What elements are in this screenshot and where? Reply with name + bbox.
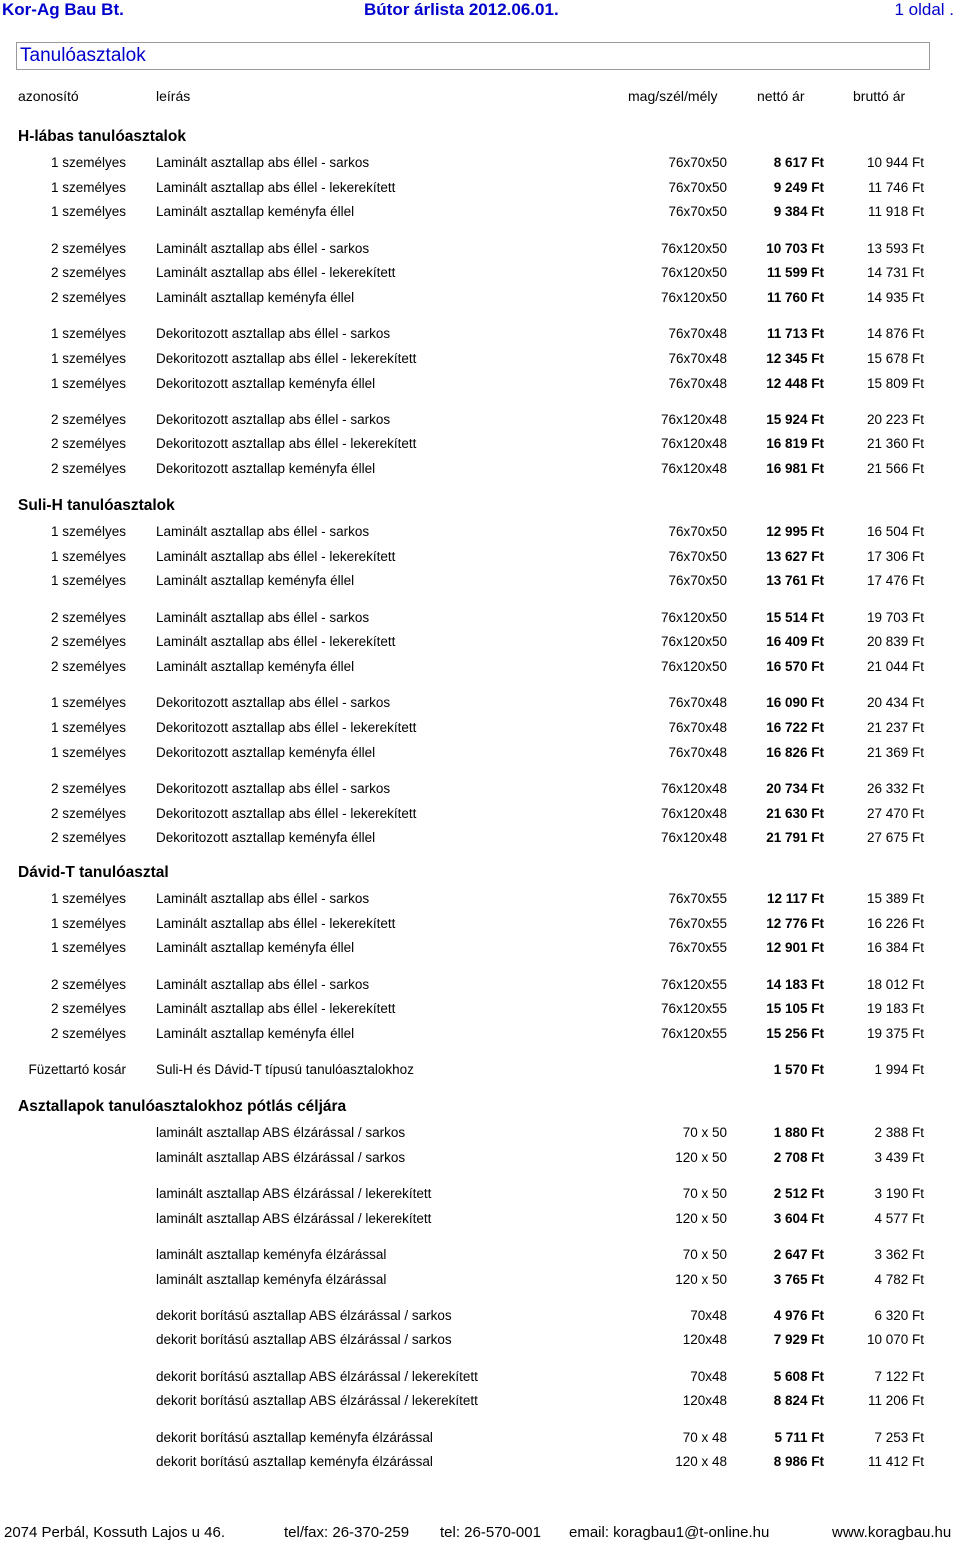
row-id: 1 személyes (50, 351, 126, 366)
row-gross-price: 3 439 Ft (874, 1150, 924, 1165)
row-id: 1 személyes (50, 155, 126, 170)
row-gross-price: 14 731 Ft (866, 265, 924, 280)
row-id: 1 személyes (50, 524, 126, 539)
row-id: 2 személyes (50, 290, 126, 305)
column-header-net: nettó ár (757, 88, 805, 104)
footer-email[interactable]: email: koragbau1@t-online.hu (569, 1524, 770, 1541)
row-gross-price: 21 566 Ft (866, 461, 924, 476)
row-net-price: 16 819 Ft (766, 436, 824, 451)
table-row (0, 409, 960, 429)
row-gross-price: 7 122 Ft (874, 1369, 924, 1384)
footer-address: 2074 Perbál, Kossuth Lajos u 46. (4, 1524, 225, 1541)
row-id: 2 személyes (50, 265, 126, 280)
row-net-price: 15 514 Ft (766, 610, 824, 625)
table-row (0, 1147, 960, 1167)
row-gross-price: 14 876 Ft (866, 326, 924, 341)
row-id: 2 személyes (50, 1026, 126, 1041)
row-description: Dekoritozott asztallap keményfa éllel (156, 461, 376, 476)
table-row (0, 888, 960, 908)
row-dimensions: 70 x 50 (682, 1186, 727, 1201)
row-gross-price: 19 703 Ft (866, 610, 924, 625)
table-row (0, 521, 960, 541)
row-net-price: 16 826 Ft (766, 745, 824, 760)
row-description: laminált asztallap ABS élzárással / lekerekített (156, 1186, 432, 1201)
row-gross-price: 2 388 Ft (874, 1125, 924, 1140)
row-description: Laminált asztallap keményfa éllel (156, 659, 355, 674)
category-title: Tanulóasztalok (20, 45, 146, 66)
row-net-price: 7 929 Ft (773, 1332, 824, 1347)
row-dimensions: 76x120x48 (660, 436, 727, 451)
table-row (0, 373, 960, 393)
table-row (0, 1329, 960, 1349)
row-net-price: 15 256 Ft (766, 1026, 824, 1041)
row-net-price: 2 647 Ft (773, 1247, 824, 1262)
row-id: Füzettartó kosár (28, 1062, 126, 1077)
footer-telfax: tel/fax: 26-370-259 (284, 1524, 410, 1541)
row-net-price: 5 711 Ft (774, 1430, 824, 1445)
row-net-price: 15 105 Ft (766, 1001, 824, 1016)
section-heading: Dávid-T tanulóasztal (18, 864, 169, 881)
row-id: 2 személyes (50, 659, 126, 674)
row-net-price: 2 708 Ft (773, 1150, 824, 1165)
row-net-price: 14 183 Ft (766, 977, 824, 992)
column-header-description: leírás (156, 88, 191, 104)
table-row (0, 323, 960, 343)
row-description: Laminált asztallap abs éllel - sarkos (156, 891, 370, 906)
row-gross-price: 11 746 Ft (867, 180, 924, 195)
row-dimensions: 76x120x50 (660, 290, 727, 305)
row-dimensions: 76x120x48 (660, 806, 727, 821)
row-net-price: 16 981 Ft (766, 461, 824, 476)
row-dimensions: 76x70x48 (668, 326, 727, 341)
row-id: 2 személyes (50, 634, 126, 649)
row-id: 2 személyes (50, 830, 126, 845)
row-gross-price: 15 678 Ft (866, 351, 924, 366)
row-description: Dekoritozott asztallap keményfa éllel (156, 376, 376, 391)
row-gross-price: 16 504 Ft (866, 524, 924, 539)
row-dimensions: 76x120x50 (660, 241, 727, 256)
page-number: 1 oldal . (894, 0, 954, 19)
row-id: 1 személyes (50, 891, 126, 906)
pricelist-title: Bútor árlista 2012.06.01. (364, 0, 559, 19)
row-dimensions: 76x70x50 (668, 180, 727, 195)
table-row (0, 1183, 960, 1203)
row-dimensions: 76x120x50 (660, 634, 727, 649)
row-gross-price: 21 237 Ft (866, 720, 924, 735)
row-gross-price: 27 675 Ft (866, 830, 924, 845)
row-gross-price: 3 190 Ft (874, 1186, 924, 1201)
row-net-price: 12 901 Ft (766, 940, 824, 955)
table-row (0, 348, 960, 368)
row-dimensions: 70x48 (690, 1369, 727, 1384)
row-id: 1 személyes (50, 549, 126, 564)
table-row (0, 778, 960, 798)
row-description: Laminált asztallap abs éllel - lekerekített (156, 634, 396, 649)
table-row (0, 974, 960, 994)
row-dimensions: 76x70x50 (668, 155, 727, 170)
table-row (0, 546, 960, 566)
row-description: Laminált asztallap abs éllel - sarkos (156, 524, 370, 539)
row-description: Dekoritozott asztallap abs éllel - sarkos (156, 326, 391, 341)
row-id: 2 személyes (50, 781, 126, 796)
table-row (0, 1305, 960, 1325)
row-net-price: 1 880 Ft (773, 1125, 824, 1140)
row-gross-price: 19 183 Ft (866, 1001, 924, 1016)
row-description: dekorit borítású asztallap ABS élzárással / sarkos (156, 1308, 452, 1323)
row-gross-price: 21 360 Ft (866, 436, 924, 451)
row-dimensions: 76x70x48 (668, 695, 727, 710)
section-heading: Suli-H tanulóasztalok (18, 497, 175, 514)
row-dimensions: 120x48 (682, 1393, 727, 1408)
row-id: 1 személyes (50, 695, 126, 710)
row-dimensions: 76x70x55 (668, 940, 727, 955)
row-gross-price: 7 253 Ft (874, 1430, 924, 1445)
row-net-price: 12 776 Ft (766, 916, 824, 931)
row-dimensions: 76x120x55 (660, 1001, 727, 1016)
table-row (0, 1059, 960, 1079)
row-description: dekorit borítású asztallap keményfa élzárással (156, 1430, 433, 1445)
table-row (0, 937, 960, 957)
row-id: 1 személyes (50, 745, 126, 760)
row-description: Dekoritozott asztallap abs éllel - sarkos (156, 695, 391, 710)
row-id: 2 személyes (50, 241, 126, 256)
table-row (0, 717, 960, 737)
row-description: Laminált asztallap abs éllel - sarkos (156, 977, 370, 992)
footer-tel: tel: 26-570-001 (440, 1524, 541, 1541)
row-id: 1 személyes (50, 720, 126, 735)
row-gross-price: 4 577 Ft (874, 1211, 924, 1226)
table-row (0, 1366, 960, 1386)
row-description: Dekoritozott asztallap abs éllel - lekerekített (156, 806, 417, 821)
row-description: Dekoritozott asztallap abs éllel - lekerekített (156, 720, 417, 735)
company-name: Kor-Ag Bau Bt. (2, 0, 124, 19)
row-net-price: 2 512 Ft (773, 1186, 824, 1201)
row-net-price: 12 117 Ft (766, 891, 824, 906)
row-dimensions: 120x48 (682, 1332, 727, 1347)
table-row (0, 1208, 960, 1228)
row-description: Laminált asztallap abs éllel - lekerekített (156, 1001, 396, 1016)
row-net-price: 9 384 Ft (773, 204, 824, 219)
row-description: dekorit borítású asztallap ABS élzárással / lekerekített (156, 1393, 478, 1408)
row-id: 1 személyes (50, 940, 126, 955)
row-gross-price: 10 944 Ft (866, 155, 924, 170)
row-description: laminált asztallap keményfa élzárással (156, 1247, 387, 1262)
table-row (0, 238, 960, 258)
row-gross-price: 20 223 Ft (866, 412, 924, 427)
row-net-price: 1 570 Ft (773, 1062, 824, 1077)
table-row (0, 287, 960, 307)
row-gross-price: 11 206 Ft (867, 1393, 924, 1408)
row-net-price: 12 995 Ft (766, 524, 824, 539)
row-gross-price: 17 476 Ft (866, 573, 924, 588)
row-description: dekorit borítású asztallap keményfa élzárással (156, 1454, 433, 1469)
row-gross-price: 6 320 Ft (874, 1308, 924, 1323)
row-gross-price: 13 593 Ft (866, 241, 924, 256)
row-dimensions: 120 x 48 (675, 1454, 727, 1469)
row-net-price: 3 765 Ft (773, 1272, 824, 1287)
table-row (0, 262, 960, 282)
row-gross-price: 4 782 Ft (874, 1272, 924, 1287)
row-id: 1 személyes (50, 180, 126, 195)
row-net-price: 21 791 Ft (766, 830, 824, 845)
row-dimensions: 76x70x50 (668, 204, 727, 219)
row-gross-price: 14 935 Ft (866, 290, 924, 305)
row-gross-price: 21 044 Ft (866, 659, 924, 674)
row-description: laminált asztallap ABS élzárással / lekerekített (156, 1211, 432, 1226)
row-description: laminált asztallap ABS élzárással / sarkos (156, 1125, 406, 1140)
row-net-price: 20 734 Ft (766, 781, 824, 796)
row-dimensions: 76x70x50 (668, 573, 727, 588)
row-net-price: 5 608 Ft (773, 1369, 824, 1384)
row-id: 2 személyes (50, 977, 126, 992)
row-gross-price: 20 434 Ft (866, 695, 924, 710)
row-description: Laminált asztallap abs éllel - lekerekített (156, 265, 396, 280)
footer-website[interactable]: www.koragbau.hu (832, 1524, 952, 1541)
row-description: Dekoritozott asztallap abs éllel - lekerekített (156, 351, 417, 366)
column-header-gross: bruttó ár (853, 88, 906, 104)
row-id: 2 személyes (50, 412, 126, 427)
row-description: Laminált asztallap abs éllel - lekerekített (156, 916, 396, 931)
row-net-price: 16 570 Ft (766, 659, 824, 674)
table-row (0, 692, 960, 712)
row-gross-price: 11 412 Ft (867, 1454, 924, 1469)
table-row (0, 570, 960, 590)
row-gross-price: 3 362 Ft (874, 1247, 924, 1262)
row-dimensions: 70 x 50 (682, 1125, 727, 1140)
row-id: 2 személyes (50, 1001, 126, 1016)
row-description: dekorit borítású asztallap ABS élzárással / lekerekített (156, 1369, 478, 1384)
table-row (0, 177, 960, 197)
table-row (0, 201, 960, 221)
row-dimensions: 76x70x55 (668, 916, 727, 931)
table-row (0, 1427, 960, 1447)
row-description: Laminált asztallap keményfa éllel (156, 1026, 355, 1041)
row-net-price: 12 345 Ft (766, 351, 824, 366)
table-row (0, 607, 960, 627)
row-id: 1 személyes (50, 326, 126, 341)
row-description: laminált asztallap ABS élzárással / sarkos (156, 1150, 406, 1165)
row-net-price: 10 703 Ft (766, 241, 824, 256)
row-description: dekorit borítású asztallap ABS élzárással / sarkos (156, 1332, 452, 1347)
row-description: Dekoritozott asztallap abs éllel - sarkos (156, 412, 391, 427)
row-description: Laminált asztallap keményfa éllel (156, 290, 355, 305)
section-heading: Asztallapok tanulóasztalokhoz pótlás céljára (18, 1098, 347, 1115)
row-dimensions: 76x120x48 (660, 412, 727, 427)
table-row (0, 631, 960, 651)
row-dimensions: 120 x 50 (675, 1150, 727, 1165)
row-gross-price: 16 384 Ft (866, 940, 924, 955)
row-description: Suli-H és Dávid-T típusú tanulóasztalokhoz (156, 1062, 414, 1077)
row-description: Dekoritozott asztallap keményfa éllel (156, 745, 376, 760)
row-dimensions: 76x120x48 (660, 830, 727, 845)
row-dimensions: 76x70x48 (668, 745, 727, 760)
row-net-price: 11 599 Ft (766, 265, 824, 280)
row-dimensions: 76x120x48 (660, 461, 727, 476)
row-id: 2 személyes (50, 436, 126, 451)
row-dimensions: 76x120x55 (660, 1026, 727, 1041)
row-description: Laminált asztallap abs éllel - sarkos (156, 155, 370, 170)
row-dimensions: 76x70x50 (668, 524, 727, 539)
row-net-price: 12 448 Ft (766, 376, 824, 391)
column-header-dimensions: mag/szél/mély (628, 88, 718, 104)
row-gross-price: 19 375 Ft (866, 1026, 924, 1041)
row-dimensions: 76x70x48 (668, 351, 727, 366)
table-row (0, 1451, 960, 1471)
row-description: Laminált asztallap keményfa éllel (156, 204, 355, 219)
row-id: 2 személyes (50, 806, 126, 821)
row-net-price: 21 630 Ft (766, 806, 824, 821)
row-dimensions: 76x70x50 (668, 549, 727, 564)
table-row (0, 1023, 960, 1043)
row-dimensions: 70 x 50 (682, 1247, 727, 1262)
table-row (0, 827, 960, 847)
row-gross-price: 21 369 Ft (866, 745, 924, 760)
column-header-id: azonosító (18, 88, 79, 104)
row-dimensions: 70 x 48 (682, 1430, 727, 1445)
row-dimensions: 76x120x55 (660, 977, 727, 992)
row-id: 2 személyes (50, 461, 126, 476)
row-description: Laminált asztallap keményfa éllel (156, 940, 355, 955)
row-net-price: 8 617 Ft (773, 155, 824, 170)
row-net-price: 11 713 Ft (766, 326, 824, 341)
row-gross-price: 15 389 Ft (866, 891, 924, 906)
row-dimensions: 76x70x48 (668, 720, 727, 735)
row-net-price: 9 249 Ft (773, 180, 824, 195)
row-dimensions: 76x120x50 (660, 610, 727, 625)
row-id: 1 személyes (50, 376, 126, 391)
row-id: 1 személyes (50, 204, 126, 219)
row-gross-price: 15 809 Ft (866, 376, 924, 391)
row-net-price: 11 760 Ft (766, 290, 824, 305)
row-description: Laminált asztallap abs éllel - lekerekített (156, 180, 396, 195)
row-gross-price: 27 470 Ft (866, 806, 924, 821)
row-gross-price: 18 012 Ft (866, 977, 924, 992)
row-id: 1 személyes (50, 573, 126, 588)
table-row (0, 913, 960, 933)
row-gross-price: 10 070 Ft (866, 1332, 924, 1347)
row-description: Dekoritozott asztallap abs éllel - sarkos (156, 781, 391, 796)
category-title-box (16, 42, 930, 70)
row-net-price: 3 604 Ft (773, 1211, 824, 1226)
row-id: 1 személyes (50, 916, 126, 931)
row-description: Dekoritozott asztallap abs éllel - lekerekített (156, 436, 417, 451)
table-row (0, 998, 960, 1018)
row-net-price: 8 986 Ft (773, 1454, 824, 1469)
row-dimensions: 76x120x48 (660, 781, 727, 796)
row-dimensions: 70x48 (690, 1308, 727, 1323)
table-row (0, 1269, 960, 1289)
table-row (0, 1244, 960, 1264)
table-row (0, 458, 960, 478)
row-net-price: 16 090 Ft (766, 695, 824, 710)
row-dimensions: 76x70x48 (668, 376, 727, 391)
table-row (0, 433, 960, 453)
table-row (0, 803, 960, 823)
row-gross-price: 16 226 Ft (866, 916, 924, 931)
row-dimensions: 76x120x50 (660, 265, 727, 280)
row-net-price: 13 627 Ft (766, 549, 824, 564)
row-dimensions: 120 x 50 (675, 1272, 727, 1287)
table-row (0, 742, 960, 762)
row-net-price: 16 409 Ft (766, 634, 824, 649)
row-gross-price: 11 918 Ft (867, 204, 924, 219)
section-heading: H-lábas tanulóasztalok (18, 128, 186, 145)
table-row (0, 1390, 960, 1410)
row-net-price: 15 924 Ft (766, 412, 824, 427)
table-row (0, 656, 960, 676)
row-description: Laminált asztallap abs éllel - lekerekített (156, 549, 396, 564)
row-description: Dekoritozott asztallap keményfa éllel (156, 830, 376, 845)
table-row (0, 1122, 960, 1142)
row-gross-price: 1 994 Ft (874, 1062, 924, 1077)
row-net-price: 8 824 Ft (773, 1393, 824, 1408)
row-id: 2 személyes (50, 610, 126, 625)
row-gross-price: 17 306 Ft (866, 549, 924, 564)
table-row (0, 152, 960, 172)
row-description: Laminált asztallap abs éllel - sarkos (156, 241, 370, 256)
row-dimensions: 76x70x55 (668, 891, 727, 906)
row-description: laminált asztallap keményfa élzárással (156, 1272, 387, 1287)
row-gross-price: 20 839 Ft (866, 634, 924, 649)
row-description: Laminált asztallap keményfa éllel (156, 573, 355, 588)
row-net-price: 16 722 Ft (766, 720, 824, 735)
row-net-price: 4 976 Ft (773, 1308, 824, 1323)
row-gross-price: 26 332 Ft (866, 781, 924, 796)
row-net-price: 13 761 Ft (766, 573, 824, 588)
row-dimensions: 120 x 50 (675, 1211, 727, 1226)
row-description: Laminált asztallap abs éllel - sarkos (156, 610, 370, 625)
row-dimensions: 76x120x50 (660, 659, 727, 674)
